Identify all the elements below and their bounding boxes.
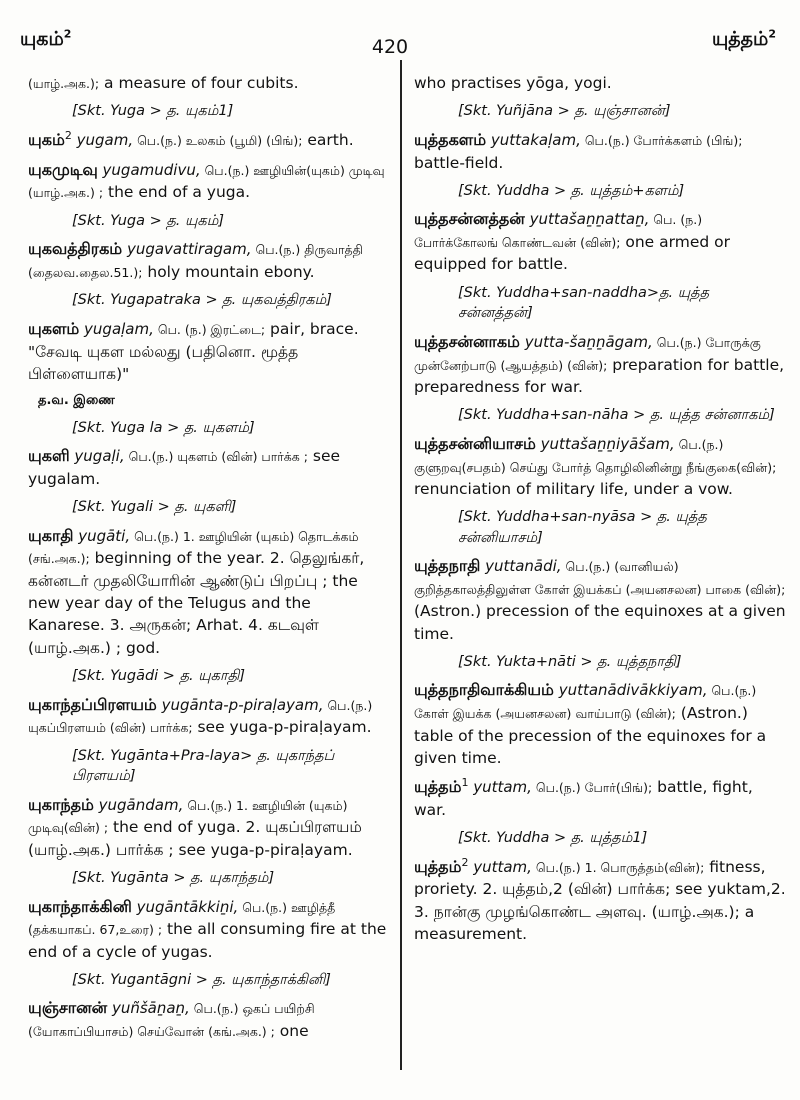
transliteration: yugam,: [76, 130, 134, 149]
tamil-definition: பெ.(ந.) திருவாத்தி (தைலவ.தைல.51.);: [28, 242, 363, 280]
headword: யுத்தம்: [414, 856, 462, 876]
dictionary-entry: [414, 129, 786, 174]
headword: யுத்தநாதி: [414, 556, 481, 576]
headword: யுத்தகளம்: [414, 129, 487, 149]
headword: யுகாதி: [28, 525, 74, 545]
tamil-definition: பெ.(ந.) கோள் இயக்க (அயனசலன) வாய்பாடு (வின்);: [414, 683, 757, 722]
page-number: 420: [371, 36, 409, 58]
transliteration: yuñšāṉaṉ,: [111, 999, 190, 1018]
tamil-definition: பெ.(ந.) 1. ஊழியின் (யுகம்) தொடக்கம் (சங்.அக.);: [28, 528, 359, 567]
english-definition: pair, brace. "சேவடி யுகள மல்லது (பதினொ. மூத்த பிள்ளையாக)": [28, 319, 359, 383]
headword: யுஞ்சானன்: [28, 998, 108, 1018]
etymology-note: [Skt. Yukta+nāti > த. யுத்தநாதி]: [458, 653, 682, 670]
etymology-note: [Skt. Yuga > த. யுகம்1]: [72, 103, 234, 120]
english-definition: beginning of the year. 2. தெலுங்கர், கன்னடர் முதலியோரின் ஆண்டுப் பிறப்பு ; the new year day of the Telugus and the Kanarese. 3. அருகன்; Arhat. 4. கடவுள் (யாழ்.அக.) ; god.: [28, 549, 365, 657]
tamil-definition: பெ.(ந.) உலகம் (பூமி) (பிங்);: [133, 132, 303, 148]
dictionary-entry: [28, 159, 388, 204]
tamil-definition: பெ.(ந.) யுகளம் (வின்) பார்க்க ;: [124, 449, 308, 465]
english-definition: renunciation of military life, under a vow.: [414, 479, 733, 498]
transliteration: yugāntākkiṉi,: [136, 897, 239, 916]
etymology-note: [Skt. Yugānta > த. யுகாந்தம்]: [72, 869, 275, 886]
dictionary-entry: [28, 694, 388, 739]
dictionary-entry: [28, 525, 388, 659]
tamil-definition: பெ.(ந.) குளுறவு(சபதம்) செய்து போர்த் தொழிலினின்று நீங்குகை(வின்);: [414, 436, 777, 475]
right-guide-word: யுத்தம்$^2$: [712, 27, 776, 50]
transliteration: yugaḷi,: [74, 447, 125, 466]
english-definition: (Astron.) table of the precession of the equinoxes for a given time.: [414, 704, 767, 767]
etymology-note: [Skt. Yugapatraka > த. யுகவத்திரகம்]: [72, 292, 332, 309]
dictionary-entry: [28, 445, 388, 490]
transliteration: yuttašaṉṉattaṉ,: [529, 210, 650, 229]
english-definition: the all consuming fire at the end of a cycle of yugas.: [28, 920, 387, 961]
dictionary-entry: [28, 318, 388, 385]
tamil-definition: பெ. (ந.) போர்க்கோலங் கொண்டவன் (வின்);: [414, 212, 703, 251]
etymology-note: [Skt. Yuddha+san-nyāsa > த. யுத்த சன்னியாசம்]: [458, 509, 707, 546]
english-definition: (Astron.) precession of the equinoxes at a given time.: [414, 602, 786, 643]
english-definition: the end of a yuga.: [103, 183, 251, 202]
homonym-number: 1: [461, 776, 469, 790]
tamil-text: (யாழ்.அக.);: [28, 76, 100, 91]
left-guide-word: யுகம்$^2$: [20, 27, 72, 50]
english-definition: battle-field.: [414, 153, 504, 172]
transliteration: yugānta-p-piraḷayam,: [161, 695, 324, 714]
headword: யுத்தசன்னத்தன்: [414, 209, 525, 229]
headword: யுத்தம்: [414, 777, 462, 797]
tamil-definition: பெ.(ந.) (வானியல்) குறித்தகாலத்திலுள்ள கோள் இயக்கப் (அயனசலன) பாகை (வின்);: [414, 559, 786, 598]
etymology-note: [Skt. Yuddha > த. யுத்தம்+களம்]: [458, 182, 685, 199]
english-definition: one armed or equipped for battle.: [414, 233, 730, 274]
english-text: who practises yōga, yogi.: [414, 74, 612, 92]
tamil-definition: பெ. (ந.) இரட்டை;: [153, 321, 266, 337]
english-definition: see yuga-p-piraḷayam.: [192, 718, 372, 737]
column-divider: [400, 60, 402, 1070]
transliteration: yugāndam,: [98, 795, 184, 814]
dictionary-entry: [28, 238, 388, 283]
dictionary-entry: [414, 208, 786, 275]
english-definition: the end of yuga. 2. யுகப்பிரளயம் (யாழ்.அக.) பார்க்க ; see yuga-p-piraḷayam.: [28, 818, 362, 859]
dictionary-entry: [28, 129, 388, 152]
transliteration: yugamudivu,: [102, 160, 201, 179]
transliteration: yuttanādivākkiyam,: [558, 681, 708, 700]
transliteration: yugaḷam,: [84, 319, 154, 338]
dictionary-entry: [414, 433, 786, 500]
headword: யுகாந்தாக்கினி: [28, 896, 132, 916]
headword: யுகவத்திரகம்: [28, 239, 123, 259]
etymology-note: [Skt. Yugali > த. யுகளி]: [72, 499, 237, 516]
transliteration: yutta-šaṉṉāgam,: [524, 332, 653, 351]
transliteration: yuttanādi,: [485, 557, 562, 576]
tamil-definition: பெ.(ந.) ஊழியின்(யுகம்) முடிவு (யாழ்.அக.) ;: [28, 162, 385, 201]
continued-text: [28, 72, 388, 94]
etymology-note: [Skt. Yuddha+san-naddha>த. யுத்த சன்னத்தன்]: [458, 284, 710, 322]
english-definition: earth.: [302, 130, 354, 149]
headword: யுத்தசன்னாகம்: [414, 331, 520, 351]
dictionary-entry: [28, 896, 388, 963]
homonym-number: 2: [461, 855, 469, 869]
etymology-note: [Skt. Yuñjāna > த. யுஞ்சானன்]: [458, 103, 671, 120]
english-text: a measure of four cubits.: [99, 74, 299, 92]
dictionary-entry: [28, 997, 388, 1042]
tamil-definition: பெ.(ந.) போருக்கு முன்னேற்பாடு (ஆயத்தம்) (வின்);: [414, 334, 761, 373]
continued-text: [414, 72, 786, 94]
headword: யுத்தநாதிவாக்கியம்: [414, 680, 554, 700]
english-definition: battle, fight, war.: [414, 778, 753, 819]
transliteration: yuttam,: [473, 778, 532, 797]
tamil-equivalent-note: த.வ. இணை: [38, 393, 115, 409]
headword: யுகமுடிவு: [28, 159, 98, 179]
transliteration: yuttašaṉṉiyāšam,: [540, 434, 675, 453]
transliteration: yuttakaḷam,: [490, 130, 581, 149]
english-definition: one: [274, 1022, 309, 1041]
homonym-number: 2: [64, 128, 72, 142]
right-column: [414, 72, 786, 952]
english-definition: see yugalam.: [28, 447, 341, 488]
headword: யுகாந்தப்பிரளயம்: [28, 694, 157, 714]
english-definition: holy mountain ebony.: [142, 262, 315, 281]
headword: யுத்தசன்னியாசம்: [414, 433, 536, 453]
etymology-note: [Skt. Yugantāgni > த. யுகாந்தாக்கினி]: [72, 971, 331, 988]
etymology-note: [Skt. Yuga > த. யுகம்]: [72, 212, 225, 229]
headword: யுகளி: [28, 446, 70, 466]
tamil-definition: பெ.(ந.) யுகப்பிரளயம் (வின்) பார்க்க;: [28, 697, 373, 736]
dictionary-entry: [28, 794, 388, 861]
dictionary-entry: [414, 555, 786, 645]
tamil-definition: பெ.(ந.) ஊழித்தீ (தக்கயாகப். 67,உரை) ;: [28, 899, 336, 938]
dictionary-entry: [414, 776, 786, 821]
tamil-definition: பெ.(ந.) ஒகப் பயிற்சி (யோகாப்பியாசம்) செய்வோன் (கங்.அக.) ;: [28, 1001, 315, 1040]
english-definition: fitness, proriety. 2. யுத்தம்,2 (வின்) பார்க்க; see yuktam,2. 3. நான்கு முழங்கொண்ட அளவு. (யாழ்.அக.); a measurement.: [414, 857, 786, 943]
transliteration: yuttam,: [473, 857, 532, 876]
etymology-note: [Skt. Yugānta+Pra-laya> த. யுகாந்தப் பிரளயம்]: [72, 747, 335, 785]
english-definition: preparation for battle, preparedness for war.: [414, 355, 785, 396]
headword: யுகளம்: [28, 318, 80, 338]
tamil-definition: பெ.(ந.) 1. ஊழியின் (யுகம்) முடிவு(வின்) ;: [28, 797, 348, 836]
dictionary-entry: [414, 331, 786, 398]
transliteration: yugavattiragam,: [126, 240, 252, 259]
left-column: [28, 72, 388, 1049]
tamil-definition: பெ.(ந.) போர்க்களம் (பிங்);: [580, 132, 743, 148]
tamil-definition: பெ.(ந.) 1. பொருத்தம்(வின்);: [531, 859, 705, 875]
page-header: [0, 0, 800, 62]
etymology-note: [Skt. Yuddha > த. யுத்தம்1]: [458, 830, 648, 847]
headword: யுகாந்தம்: [28, 794, 94, 814]
transliteration: yugāti,: [78, 526, 131, 545]
dictionary-entry: [414, 679, 786, 769]
tamil-definition: பெ.(ந.) போர்(பிங்);: [531, 780, 653, 796]
headword: யுகம்: [28, 129, 65, 149]
etymology-note: [Skt. Yugādi > த. யுகாதி]: [72, 667, 246, 684]
etymology-note: [Skt. Yuddha+san-nāha > த. யுத்த சன்னாகம்]: [458, 407, 775, 424]
dictionary-entry: [414, 856, 786, 946]
etymology-note: [Skt. Yuga la > த. யுகளம்]: [72, 419, 255, 436]
